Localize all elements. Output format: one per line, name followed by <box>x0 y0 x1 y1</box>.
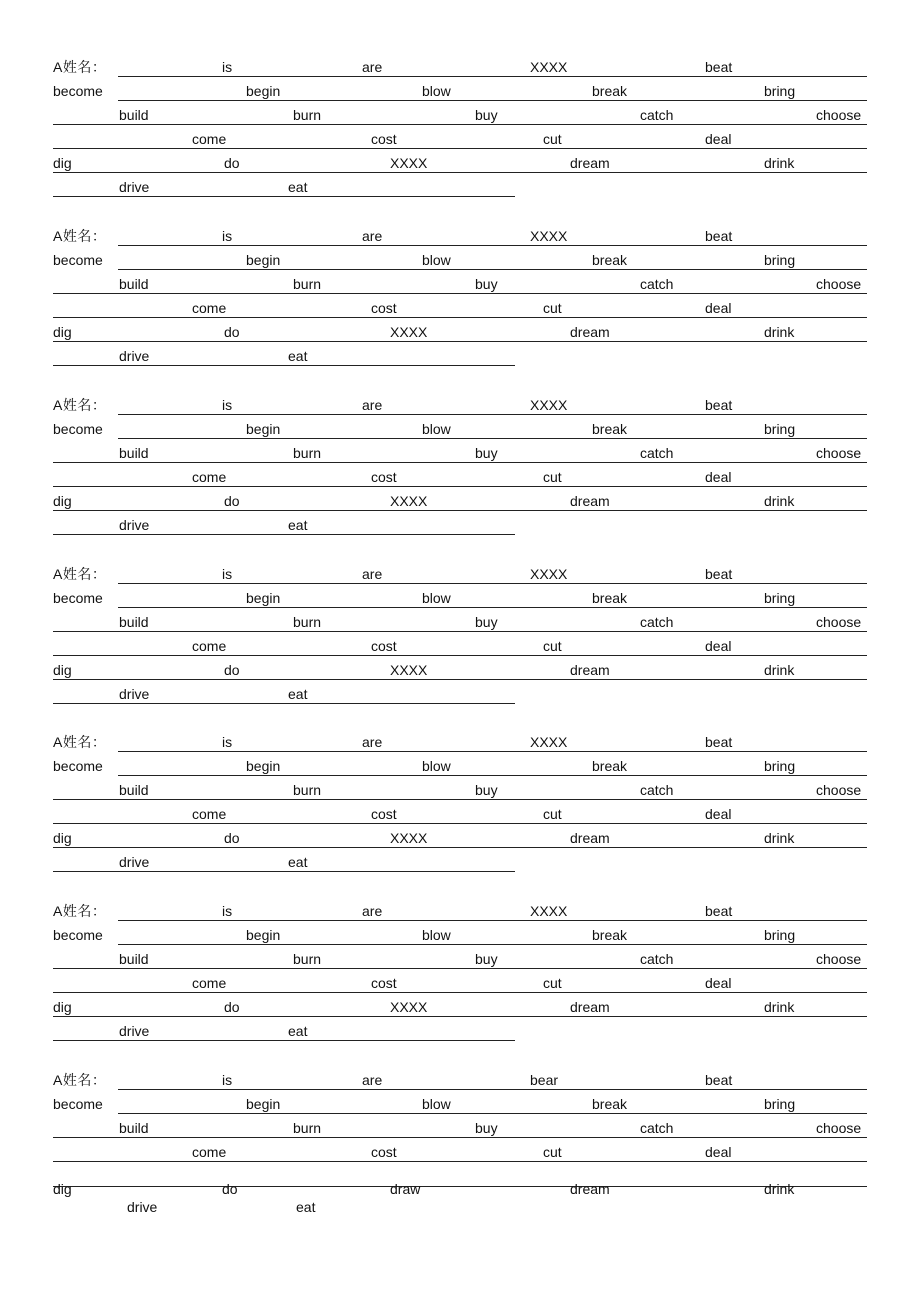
verb-word: drive <box>119 179 150 195</box>
verb-word: catch <box>640 782 674 798</box>
verb-word: buy <box>475 445 498 461</box>
verb-word: catch <box>640 107 674 123</box>
verb-word: build <box>119 1120 149 1136</box>
verb-word: drink <box>764 999 795 1015</box>
answer-line[interactable] <box>118 607 867 608</box>
answer-line[interactable] <box>53 992 867 993</box>
verb-word: begin <box>246 421 281 437</box>
verb-word: drink <box>764 830 795 846</box>
verb-word: build <box>119 107 149 123</box>
verb-word: drink <box>764 493 795 509</box>
verb-word: bring <box>764 1096 796 1112</box>
answer-line[interactable] <box>53 968 867 969</box>
verb-word: begin <box>246 83 281 99</box>
verb-word: choose <box>816 445 862 461</box>
verb-word: build <box>119 276 149 292</box>
verb-word: dream <box>570 493 610 509</box>
verb-word: build <box>119 951 149 967</box>
verb-word: XXXX <box>530 566 568 582</box>
answer-line[interactable] <box>53 799 867 800</box>
answer-line[interactable] <box>118 269 867 270</box>
verb-word: beat <box>705 228 733 244</box>
exercise-block <box>0 338 920 533</box>
verb-word: cost <box>371 131 397 147</box>
verb-word: is <box>222 1072 233 1088</box>
verb-word: build <box>119 445 149 461</box>
verb-word: burn <box>293 1120 322 1136</box>
verb-word: eat <box>288 686 308 702</box>
verb-word: bring <box>764 83 796 99</box>
verb-word: eat <box>296 1199 316 1215</box>
verb-word: dream <box>570 155 610 171</box>
verb-word: begin <box>246 252 281 268</box>
verb-word: XXXX <box>390 493 428 509</box>
verb-word: XXXX <box>390 999 428 1015</box>
verb-word: buy <box>475 276 498 292</box>
verb-word: eat <box>288 348 308 364</box>
verb-word: do <box>224 662 240 678</box>
verb-word: drive <box>119 517 150 533</box>
verb-word: are <box>362 734 383 750</box>
verb-word: XXXX <box>530 397 568 413</box>
answer-line[interactable] <box>118 944 867 945</box>
verb-word: buy <box>475 782 498 798</box>
exercise-block <box>0 169 920 364</box>
answer-line[interactable] <box>118 1089 867 1090</box>
answer-line[interactable] <box>118 775 867 776</box>
name-label: A姓名： <box>53 397 107 413</box>
verb-word: begin <box>246 590 281 606</box>
verb-word: buy <box>475 614 498 630</box>
verb-word: drive <box>119 854 150 870</box>
verb-word: burn <box>293 107 322 123</box>
verb-word: beat <box>705 903 733 919</box>
name-label: A姓名： <box>53 1072 107 1088</box>
answer-line[interactable] <box>118 583 867 584</box>
verb-word: XXXX <box>390 155 428 171</box>
verb-word: do <box>224 155 240 171</box>
verb-word: is <box>222 397 233 413</box>
verb-word: become <box>53 1096 103 1112</box>
verb-word: draw <box>390 1181 421 1197</box>
exercise-block <box>0 844 920 1039</box>
verb-word: come <box>192 806 227 822</box>
name-label: A姓名： <box>53 903 107 919</box>
verb-word: buy <box>475 951 498 967</box>
verb-word: build <box>119 782 149 798</box>
exercise-block <box>0 507 920 702</box>
verb-word: cut <box>543 1144 562 1160</box>
verb-word: catch <box>640 276 674 292</box>
verb-word: choose <box>816 614 862 630</box>
verb-word: come <box>192 638 227 654</box>
verb-word: blow <box>422 1096 451 1112</box>
verb-word: break <box>592 927 628 943</box>
verb-word: dream <box>570 999 610 1015</box>
verb-word: come <box>192 1144 227 1160</box>
answer-line[interactable] <box>53 1161 867 1162</box>
verb-word: burn <box>293 445 322 461</box>
verb-word: blow <box>422 927 451 943</box>
verb-word: begin <box>246 758 281 774</box>
verb-word: deal <box>705 1144 732 1160</box>
verb-word: bring <box>764 590 796 606</box>
verb-word: blow <box>422 83 451 99</box>
verb-word: is <box>222 228 233 244</box>
verb-word: XXXX <box>390 662 428 678</box>
verb-word: cut <box>543 469 562 485</box>
verb-word: burn <box>293 276 322 292</box>
verb-word: is <box>222 59 233 75</box>
verb-word: drink <box>764 155 795 171</box>
verb-word: bring <box>764 758 796 774</box>
verb-word: cut <box>543 975 562 991</box>
verb-word: cost <box>371 300 397 316</box>
verb-word: catch <box>640 1120 674 1136</box>
verb-word: break <box>592 83 628 99</box>
verb-word: dig <box>53 1181 72 1197</box>
verb-word: drink <box>764 1181 795 1197</box>
verb-word: become <box>53 590 103 606</box>
verb-word: become <box>53 927 103 943</box>
verb-word: burn <box>293 782 322 798</box>
verb-word: come <box>192 300 227 316</box>
answer-line[interactable] <box>118 1113 867 1114</box>
verb-word: dream <box>570 662 610 678</box>
verb-word: catch <box>640 614 674 630</box>
name-label: A姓名： <box>53 566 107 582</box>
verb-word: cut <box>543 300 562 316</box>
verb-word: do <box>224 830 240 846</box>
verb-word: become <box>53 252 103 268</box>
answer-line[interactable] <box>53 124 867 125</box>
verb-word: beat <box>705 566 733 582</box>
verb-word: drive <box>119 686 150 702</box>
answer-line[interactable] <box>53 293 867 294</box>
verb-word: dream <box>570 1181 610 1197</box>
verb-word: XXXX <box>530 903 568 919</box>
verb-word: beat <box>705 734 733 750</box>
verb-word: are <box>362 903 383 919</box>
verb-word: become <box>53 758 103 774</box>
answer-line[interactable] <box>118 414 867 415</box>
verb-word: cut <box>543 131 562 147</box>
exercise-block <box>0 675 920 870</box>
verb-word: break <box>592 421 628 437</box>
verb-word: dream <box>570 830 610 846</box>
verb-word: XXXX <box>530 734 568 750</box>
verb-word: XXXX <box>390 324 428 340</box>
verb-word: dig <box>53 493 72 509</box>
verb-word: deal <box>705 131 732 147</box>
answer-line[interactable] <box>118 438 867 439</box>
verb-word: drink <box>764 324 795 340</box>
verb-word: cost <box>371 638 397 654</box>
verb-word: become <box>53 421 103 437</box>
verb-word: beat <box>705 1072 733 1088</box>
verb-word: come <box>192 469 227 485</box>
verb-word: are <box>362 566 383 582</box>
answer-line[interactable] <box>53 317 867 318</box>
verb-word: deal <box>705 975 732 991</box>
name-label: A姓名： <box>53 228 107 244</box>
verb-word: bring <box>764 927 796 943</box>
verb-word: beat <box>705 397 733 413</box>
verb-word: break <box>592 590 628 606</box>
verb-word: beat <box>705 59 733 75</box>
name-label: A姓名： <box>53 734 107 750</box>
answer-line[interactable] <box>53 1137 867 1138</box>
verb-word: is <box>222 903 233 919</box>
verb-word: cost <box>371 806 397 822</box>
answer-line[interactable] <box>118 245 867 246</box>
verb-word: dig <box>53 155 72 171</box>
verb-word: is <box>222 566 233 582</box>
answer-line[interactable] <box>53 655 867 656</box>
verb-word: choose <box>816 951 862 967</box>
verb-word: bear <box>530 1072 559 1088</box>
verb-word: are <box>362 397 383 413</box>
verb-word: choose <box>816 1120 862 1136</box>
verb-word: catch <box>640 445 674 461</box>
verb-word: cost <box>371 1144 397 1160</box>
verb-word: drive <box>127 1199 158 1215</box>
verb-word: dig <box>53 324 72 340</box>
verb-word: blow <box>422 590 451 606</box>
verb-word: drive <box>119 1023 150 1039</box>
verb-word: is <box>222 734 233 750</box>
verb-word: are <box>362 59 383 75</box>
verb-word: do <box>224 493 240 509</box>
verb-word: break <box>592 252 628 268</box>
verb-word: deal <box>705 300 732 316</box>
verb-word: buy <box>475 1120 498 1136</box>
verb-word: choose <box>816 276 862 292</box>
answer-line[interactable] <box>53 1186 867 1187</box>
verb-word: bring <box>764 421 796 437</box>
verb-word: become <box>53 83 103 99</box>
verb-word: dig <box>53 662 72 678</box>
verb-word: build <box>119 614 149 630</box>
verb-word: XXXX <box>390 830 428 846</box>
verb-word: eat <box>288 854 308 870</box>
verb-word: catch <box>640 951 674 967</box>
verb-word: break <box>592 758 628 774</box>
answer-line[interactable] <box>118 751 867 752</box>
verb-word: do <box>222 1181 238 1197</box>
answer-line[interactable] <box>53 148 867 149</box>
name-label: A姓名： <box>53 59 107 75</box>
verb-word: bring <box>764 252 796 268</box>
verb-word: burn <box>293 951 322 967</box>
verb-word: dig <box>53 999 72 1015</box>
verb-word: eat <box>288 517 308 533</box>
verb-word: dream <box>570 324 610 340</box>
verb-word: deal <box>705 469 732 485</box>
verb-word: deal <box>705 806 732 822</box>
answer-line[interactable] <box>118 920 867 921</box>
verb-word: blow <box>422 758 451 774</box>
verb-word: XXXX <box>530 228 568 244</box>
verb-word: are <box>362 1072 383 1088</box>
verb-word: drive <box>119 348 150 364</box>
verb-word: cost <box>371 469 397 485</box>
verb-word: do <box>224 324 240 340</box>
verb-word: choose <box>816 107 862 123</box>
verb-word: begin <box>246 927 281 943</box>
verb-word: cut <box>543 806 562 822</box>
verb-word: break <box>592 1096 628 1112</box>
verb-word: blow <box>422 252 451 268</box>
verb-word: come <box>192 131 227 147</box>
verb-word: XXXX <box>530 59 568 75</box>
verb-word: deal <box>705 638 732 654</box>
verb-word: do <box>224 999 240 1015</box>
answer-line[interactable] <box>53 486 867 487</box>
verb-word: are <box>362 228 383 244</box>
verb-word: blow <box>422 421 451 437</box>
exercise-block <box>0 1013 920 1215</box>
answer-line[interactable] <box>53 823 867 824</box>
exercise-block <box>0 0 920 195</box>
answer-line[interactable] <box>53 631 867 632</box>
verb-word: eat <box>288 179 308 195</box>
verb-word: burn <box>293 614 322 630</box>
verb-word: dig <box>53 830 72 846</box>
answer-line[interactable] <box>118 100 867 101</box>
verb-word: cut <box>543 638 562 654</box>
answer-line[interactable] <box>118 76 867 77</box>
verb-word: buy <box>475 107 498 123</box>
verb-word: cost <box>371 975 397 991</box>
answer-line[interactable] <box>53 462 867 463</box>
verb-word: choose <box>816 782 862 798</box>
verb-word: come <box>192 975 227 991</box>
verb-word: begin <box>246 1096 281 1112</box>
verb-word: eat <box>288 1023 308 1039</box>
verb-word: drink <box>764 662 795 678</box>
